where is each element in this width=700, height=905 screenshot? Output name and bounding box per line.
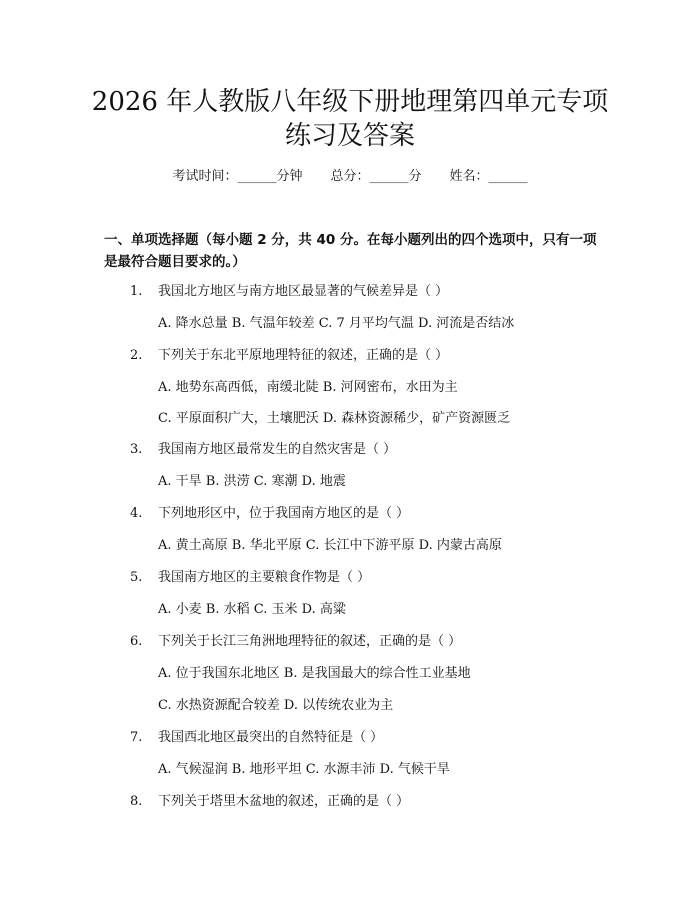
question-7-options: A. 气候湿润 B. 地形平坦 C. 水源丰沛 D. 气候干旱 xyxy=(158,762,450,777)
question-8 xyxy=(130,793,409,811)
question-text: 我国南方地区的主要粮食作物是（ ） xyxy=(158,570,371,585)
question-number: 2. xyxy=(130,348,143,363)
question-1 xyxy=(130,283,448,301)
question-text: 下列关于长江三角洲地理特征的叙述，正确的是（ ） xyxy=(158,634,462,649)
question-number: 4. xyxy=(130,506,143,521)
question-text: 我国南方地区最常发生的自然灾害是（ ） xyxy=(158,442,397,457)
question-number: 6. xyxy=(130,634,143,649)
question-3-options: A. 干旱 B. 洪涝 C. 寒潮 D. 地震 xyxy=(158,474,346,489)
question-1-options: A. 降水总量 B. 气温年较差 C. 7 月平均气温 D. 河流是否结冰 xyxy=(158,316,515,331)
question-number: 3. xyxy=(130,442,143,457)
question-number: 5. xyxy=(130,570,143,585)
question-text: 下列地形区中，位于我国南方地区的是（ ） xyxy=(158,506,410,521)
question-7 xyxy=(130,729,383,747)
total-score-label: 总分：______分 xyxy=(330,169,422,184)
question-text: 我国北方地区与南方地区最显著的气候差异是（ ） xyxy=(158,284,449,299)
question-2-options-2: C. 平原面积广大，土壤肥沃 D. 森林资源稀少，矿产资源匮乏 xyxy=(158,411,511,426)
question-text: 下列关于东北平原地理特征的叙述，正确的是（ ） xyxy=(158,348,449,363)
document-title-line2: 练习及答案 xyxy=(284,121,415,151)
exam-meta xyxy=(0,168,700,186)
question-6-options-1: A. 位于我国东北地区 B. 是我国最大的综合性工业基地 xyxy=(158,666,471,681)
section-heading-line1: 一、单项选择题（每小题 2 分，共 40 分。在每小题列出的四个选项中，只有一项 xyxy=(104,232,597,248)
document-title-line1: 2026 年人教版八年级下册地理第四单元专项 xyxy=(91,87,609,117)
question-2 xyxy=(130,347,448,365)
question-5-options: A. 小麦 B. 水稻 C. 玉米 D. 高粱 xyxy=(158,602,346,617)
question-5 xyxy=(130,569,370,587)
question-4 xyxy=(130,505,409,523)
question-text: 我国西北地区最突出的自然特征是（ ） xyxy=(158,730,384,745)
section-heading-line2: 是最符合题目要求的。） xyxy=(104,254,246,270)
question-number: 7. xyxy=(130,730,143,745)
question-text: 下列关于塔里木盆地的叙述，正确的是（ ） xyxy=(158,794,410,809)
name-label: 姓名：______ xyxy=(449,169,528,184)
question-4-options: A. 黄土高原 B. 华北平原 C. 长江中下游平原 D. 内蒙古高原 xyxy=(158,538,502,553)
question-number: 1. xyxy=(130,284,143,299)
exam-time-label: 考试时间：______分钟 xyxy=(172,169,303,184)
question-3 xyxy=(130,441,396,459)
question-6 xyxy=(130,633,461,651)
question-6-options-2: C. 水热资源配合较差 D. 以传统农业为主 xyxy=(158,698,394,713)
question-2-options-1: A. 地势东高西低，南缓北陡 B. 河网密布，水田为主 xyxy=(158,380,458,395)
question-number: 8. xyxy=(130,794,143,809)
